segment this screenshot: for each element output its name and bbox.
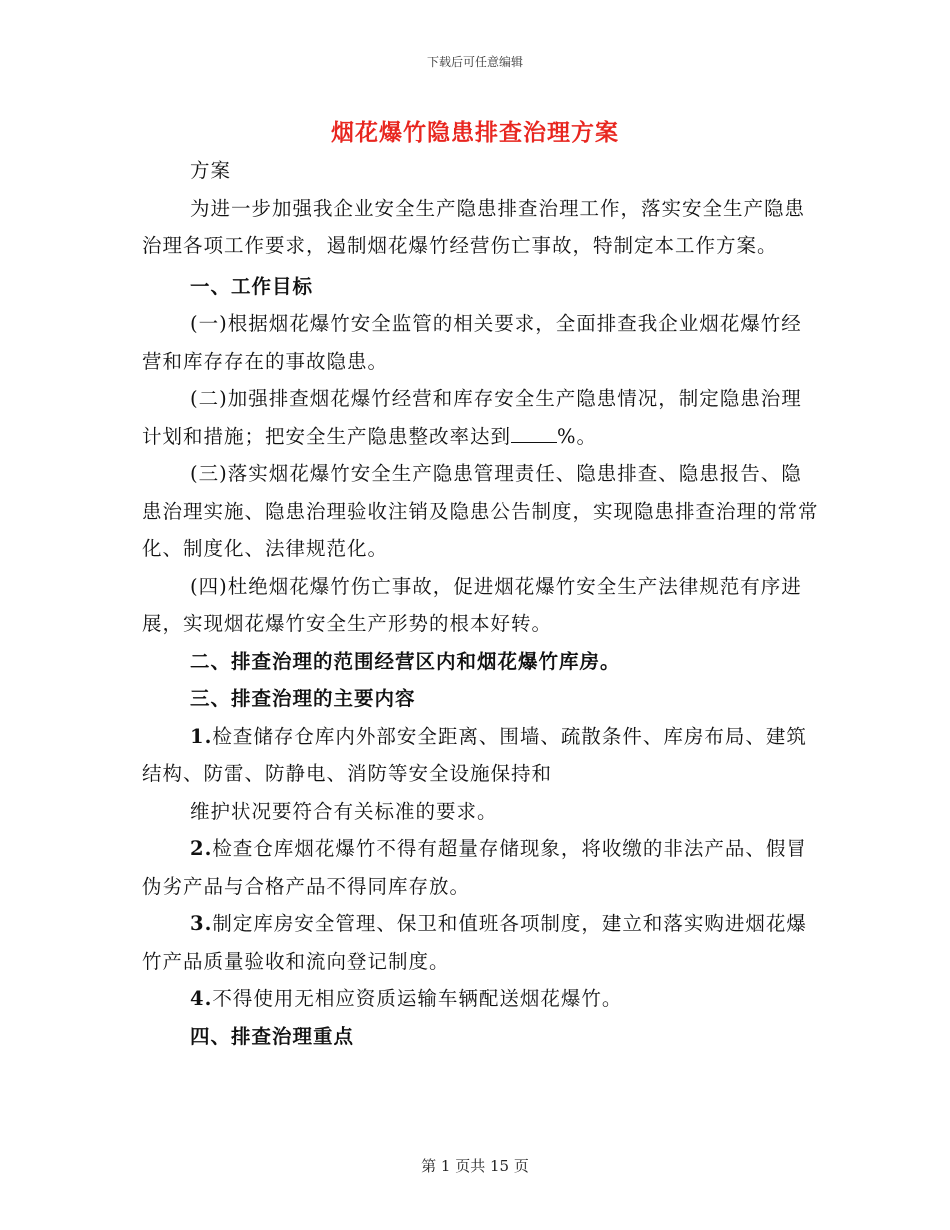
item-4-paragraph — [142, 980, 822, 1018]
document-body — [142, 152, 822, 1055]
goal-2-text: (二)加强排查烟花爆竹经营和库存安全生产隐患情况，制定隐患治理计划和措施；把安全生产隐患整改率达到 — [142, 387, 802, 448]
item-4-number: 4. — [190, 987, 213, 1010]
intro-paragraph: 为进一步加强我企业安全生产隐患排查治理工作，落实安全生产隐患治理各项工作要求，遏制烟花爆竹经营伤亡事故，特制定本工作方案。 — [142, 196, 806, 257]
item-3-number: 3. — [190, 912, 213, 935]
section-1-heading: 一、工作目标 — [190, 274, 314, 298]
item-1-text: 检查储存仓库内外部安全距离、围墙、疏散条件、库房布局、建筑结构、防雷、防静电、消防等安全设施保持和 — [142, 724, 807, 785]
item-3-text: 制定库房安全管理、保卫和值班各项制度，建立和落实购进烟花爆竹产品质量验收和流向登记制度。 — [142, 912, 807, 973]
goal-2-paragraph — [142, 380, 822, 455]
item-1-number: 1. — [190, 724, 213, 748]
page-number-footer: 第 1 页共 15 页 — [421, 1157, 529, 1175]
item-4-text: 不得使用无相应资质运输车辆配送烟花爆竹。 — [212, 987, 623, 1010]
section-2-heading: 二、排查治理的范围经营区内和烟花爆竹库房。 — [190, 649, 621, 673]
goal-2-suffix: %。 — [557, 424, 598, 448]
label-paragraph: 方案 — [190, 159, 232, 182]
goal-3-paragraph: (三)落实烟花爆竹安全生产隐患管理责任、隐患排查、隐患报告、隐患治理实施、隐患治理验收注销及隐患公告制度，实现隐患排查治理的常常化、制度化、法律规范化。 — [142, 462, 819, 560]
section-3-heading: 三、排查治理的主要内容 — [190, 687, 416, 710]
section-4-heading: 四、排查治理重点 — [190, 1024, 355, 1048]
item-3-paragraph — [142, 905, 822, 980]
goal-1-paragraph: (一)根据烟花爆竹安全监管的相关要求，全面排查我企业烟花爆竹经营和库存存在的事故隐患。 — [142, 312, 802, 373]
page-header-note: 下载后可任意编辑 — [426, 55, 523, 69]
goal-4-paragraph: (四)杜绝烟花爆竹伤亡事故，促进烟花爆竹安全生产法律规范有序进展，实现烟花爆竹安全生产形势的根本好转。 — [142, 574, 802, 635]
fill-in-blank — [511, 420, 557, 443]
item-1-continuation: 维护状况要符合有关标准的要求。 — [190, 799, 498, 823]
item-1-paragraph — [142, 718, 822, 793]
document-title: 烟花爆竹隐患排查治理方案 — [331, 120, 619, 146]
item-2-text: 检查仓库烟花爆竹不得有超量存储现象，将收缴的非法产品、假冒伪劣产品与合格产品不得同库存放。 — [142, 837, 807, 898]
item-2-paragraph — [142, 830, 822, 905]
item-2-number: 2. — [190, 837, 213, 860]
